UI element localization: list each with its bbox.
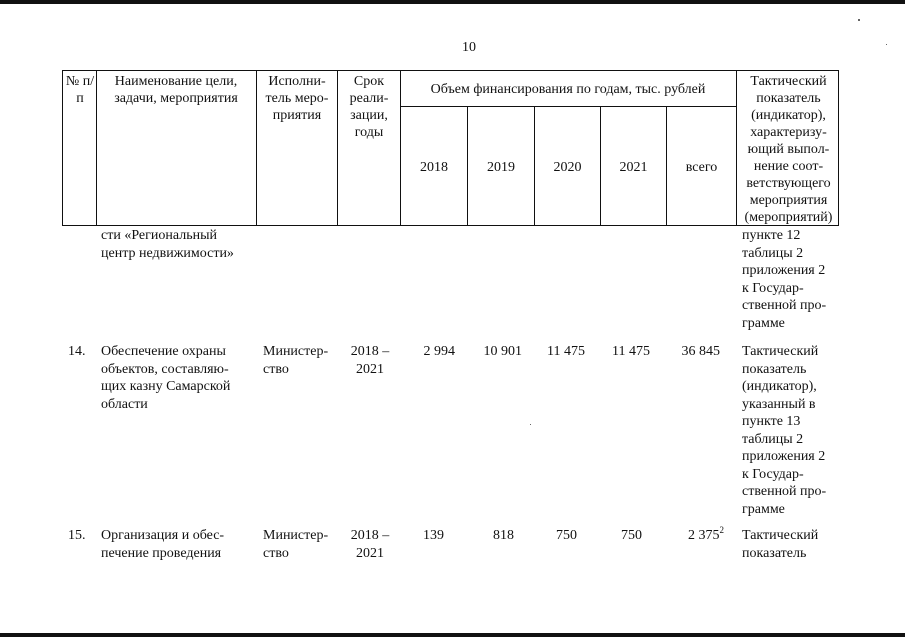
header-executor: Исполни-тель меро-приятия [265, 74, 329, 123]
header-indicator: Тактический показатель (индикатор), характеризу-ющий выпол-нение соот-ветствующего мероприятия (мероприятий) [744, 74, 833, 225]
row-name: Обеспечение охраны объектов, составляю- щих казну Самарской области [101, 344, 231, 412]
row-divider [400, 106, 736, 107]
row-period: 2018 – 2021 [350, 528, 390, 561]
row-value-2021: 750 [621, 528, 642, 543]
row-name: Организация и обес- печение проведения [101, 528, 225, 561]
header-funding: Объем финансирования по годам, тыс. рублей [430, 82, 706, 97]
header-year-2021: 2021 [619, 160, 648, 175]
column-divider [337, 71, 338, 225]
column-divider [96, 71, 97, 225]
header-number: № п/п [65, 74, 95, 106]
header-year-2020: 2020 [553, 160, 582, 175]
continuation-name: сти «Региональный центр недвижимости» [101, 228, 234, 261]
continuation-indicator: пункте 12 таблицы 2 приложения 2 к Государ- ственной про- грамме [742, 228, 827, 331]
row-value-2020: 750 [556, 528, 577, 543]
row-total: 36 845 [681, 344, 720, 359]
row-executor: Министер- ство [263, 344, 329, 377]
table-header [62, 70, 839, 226]
header-year-2019: 2019 [487, 160, 515, 175]
row-number: 15. [68, 528, 86, 543]
header-name: Наименование цели, задачи, мероприятия [114, 74, 238, 106]
column-divider [256, 71, 257, 225]
row-value-2020: 11 475 [547, 344, 585, 359]
row-indicator: Тактический показатель [742, 528, 819, 561]
column-divider [736, 71, 737, 225]
row-value-2019: 10 901 [483, 344, 522, 359]
row-total [660, 527, 724, 545]
scan-edge-bottom [0, 633, 905, 637]
row-total-value: 2 375 [688, 528, 720, 543]
scan-edge-top [0, 0, 905, 4]
header-total: всего [685, 160, 718, 175]
row-indicator: Тактический показатель (индикатор), указанный в пункте 13 таблицы 2 приложения 2 к Государ- ственной про- грамме [742, 344, 827, 517]
scan-speck [858, 19, 860, 21]
header-period: Срок реали-зации, годы [349, 74, 389, 140]
row-period: 2018 – 2021 [350, 344, 390, 377]
scan-speck [886, 44, 887, 45]
page-number: 10 [462, 40, 476, 55]
row-value-2018: 2 994 [423, 344, 455, 359]
row-value-2021: 11 475 [612, 344, 650, 359]
footnote-marker: 2 [719, 525, 724, 535]
scan-speck [530, 424, 531, 425]
row-executor: Министер- ство [263, 528, 329, 561]
column-divider [400, 71, 401, 225]
row-value-2018: 139 [423, 528, 444, 543]
row-number: 14. [68, 344, 86, 359]
header-year-2018: 2018 [420, 160, 448, 175]
row-value-2019: 818 [493, 528, 514, 543]
